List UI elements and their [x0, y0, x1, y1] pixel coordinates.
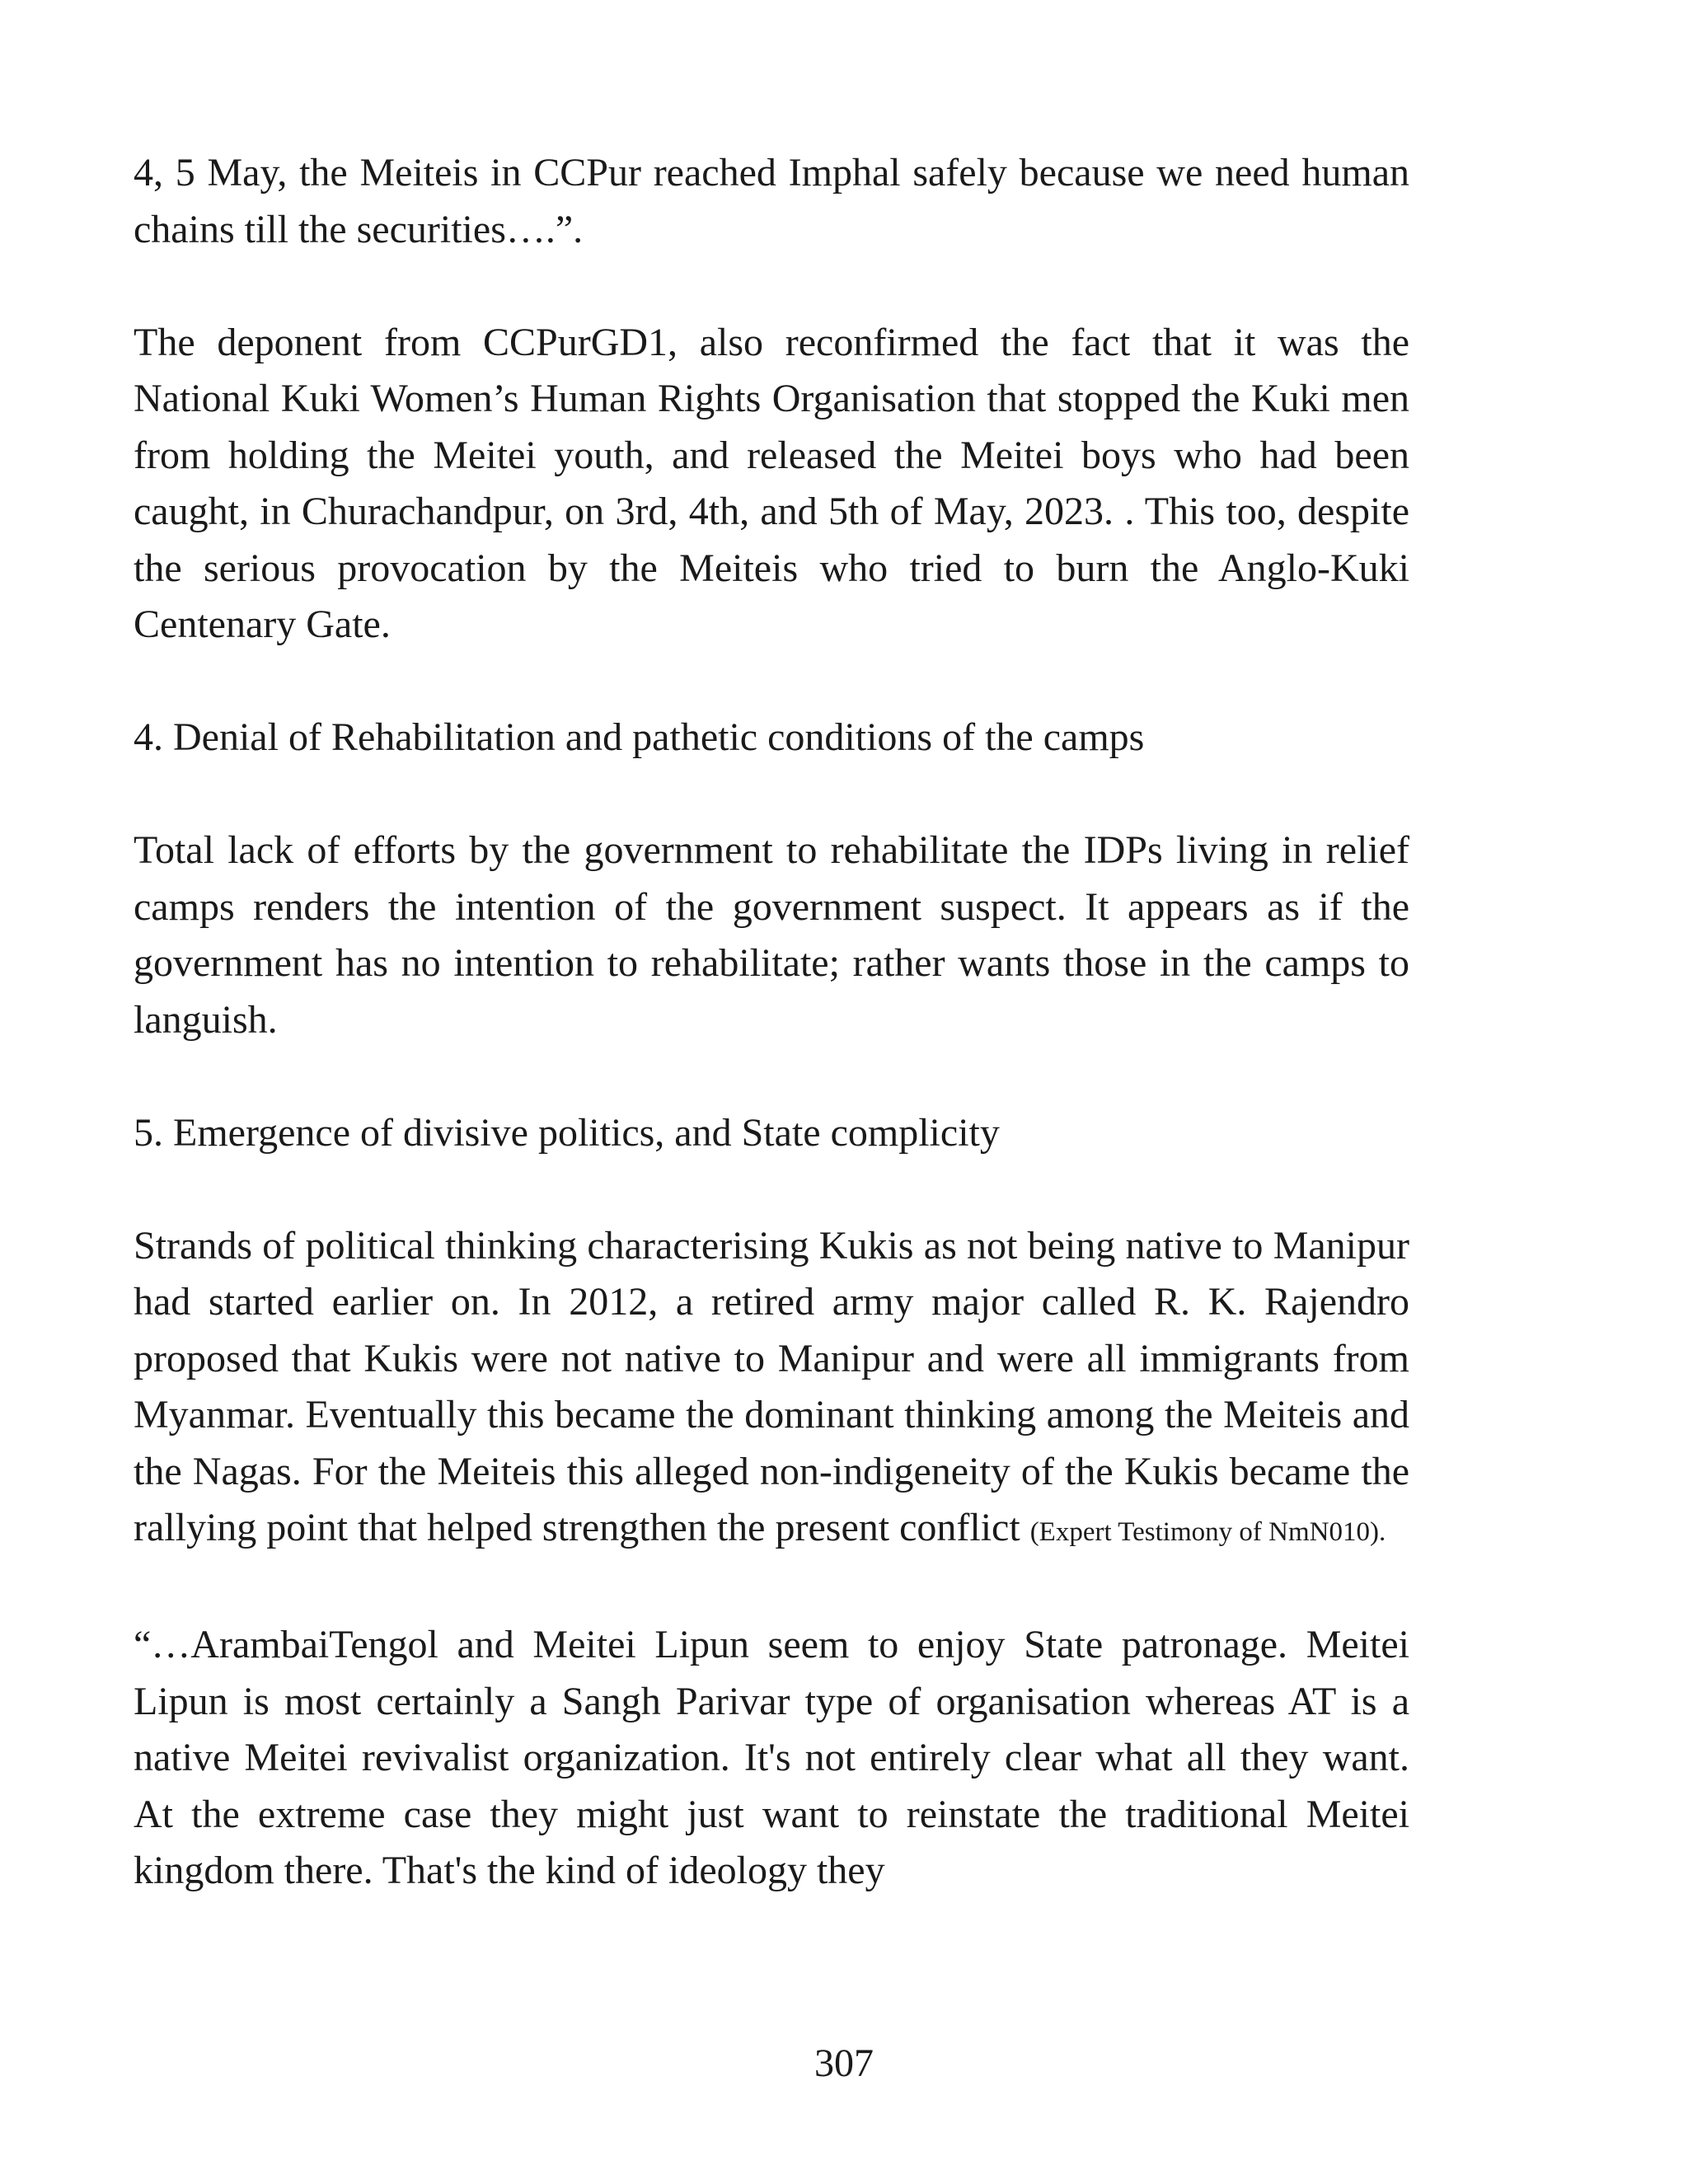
paragraph-continuation: 4, 5 May, the Meiteis in CCPur reached Imphal safely because we need human chains till the securities….”.: [134, 151, 1409, 251]
paragraph-quote: “…ArambaiTengol and Meitei Lipun seem to enjoy State patronage. Meitei Lipun is most certainly a Sangh Parivar type of organisation whereas AT is a native Meitei revivalist organization. It's not entirely clear what all they want. At the extreme case they might just want to reinstate the traditional Meitei kingdom there. That's the kind of ideology they: [134, 1623, 1409, 1892]
paragraph-rehabilitation: Total lack of efforts by the government to rehabilitate the IDPs living in relief camps renders the intention of the government suspect. It appears as if the government has no intention to rehabilitate; rather wants those in the camps to languish.: [134, 828, 1409, 1042]
paragraph-divisive-politics: [134, 1218, 1409, 1561]
paragraph-divisive-politics-text: Strands of political thinking characterising Kukis as not being native to Manipur had started earlier on. In 2012, a retired army major called R. K. Rajendro proposed that Kukis were not native to Manipur and were all immigrants from Myanmar. Eventually this became the dominant thinking among the Meiteis and the Nagas. For the Meiteis this alleged non-indigeneity of the Kukis became the rallying point that helped strengthen the present conflict: [134, 1223, 1409, 1549]
page-number: 307: [814, 2041, 874, 2085]
citation: (Expert Testimony of NmN010).: [1029, 1517, 1386, 1547]
page-body: [134, 145, 1409, 1900]
paragraph-deponent-testimony: The deponent from CCPurGD1, also reconfirmed the fact that it was the National Kuki Women’s Human Rights Organisation that stopped the Kuki men from holding the Meitei youth, and released the Meitei boys who had been caught, in Churachandpur, on 3rd, 4th, and 5th of May, 2023. . This too, despite the serious provocation by the Meiteis who tried to burn the Anglo-Kuki Centenary Gate.: [134, 320, 1409, 646]
section-heading-4: 4. Denial of Rehabilitation and pathetic conditions of the camps: [134, 715, 1145, 759]
section-heading-5: 5. Emergence of divisive politics, and State complicity: [134, 1110, 1000, 1155]
